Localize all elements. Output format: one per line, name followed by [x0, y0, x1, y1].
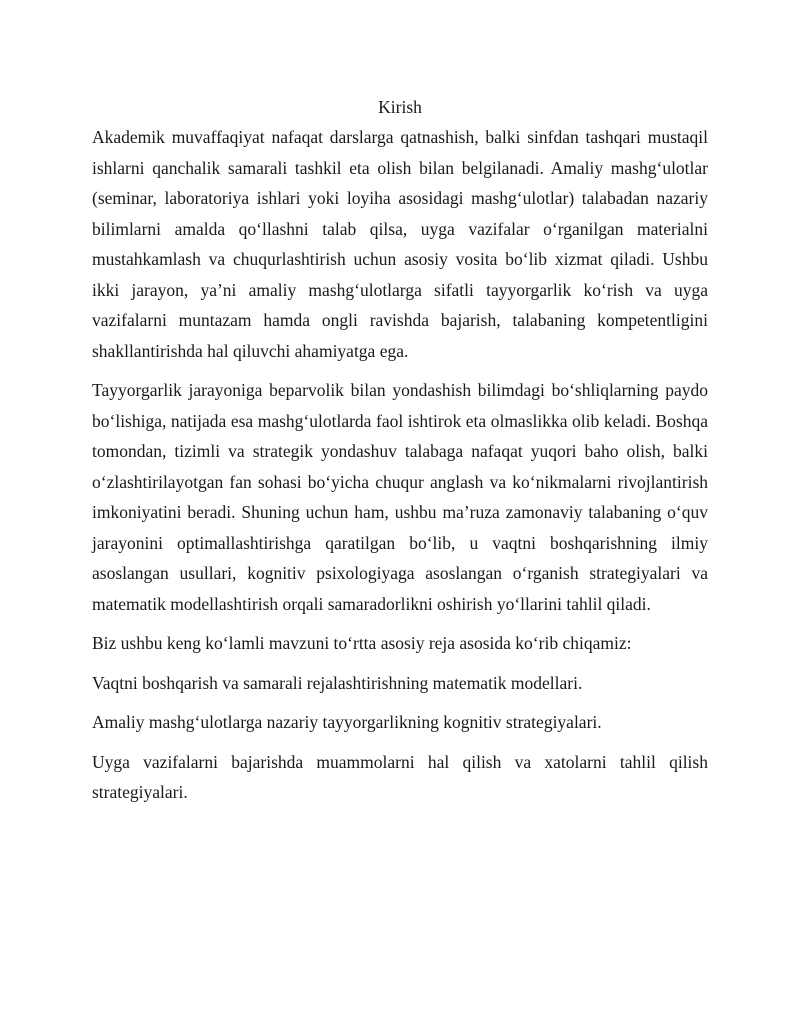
document-body: [92, 92, 708, 808]
plan-item-1: Vaqtni boshqarish va samarali rejalashtirishning matematik modellari.: [92, 672, 583, 693]
paragraph-plan-intro: Biz ushbu keng ko‘lamli mavzuni to‘rtta asosiy reja asosida ko‘rib chiqamiz:: [92, 633, 632, 653]
section-title: Kirish: [378, 97, 422, 117]
plan-item-2: Amaliy mashg‘ulotlarga nazariy tayyorgarlikning kognitiv strategiyalari.: [92, 712, 602, 732]
plan-item-3: Uyga vazifalarni bajarishda muammolarni hal qilish va xatolarni tahlil qilish strategiyalari.: [92, 751, 708, 802]
paragraph-intro: Akademik muvaffaqiyat nafaqat darslarga qatnashish, balki sinfdan tashqari mustaqil ishlarni qanchalik samarali tashkil eta olish bilan belgilanadi. Amaliy mashg‘ulotlar (seminar, laboratoriya ishlari yoki loyiha asosidagi mashg‘ulotlar) talabadan nazariy bilimlarni amalda qo‘llashni talab qilsa, uyga vazifalar o‘rganilgan materialni mustahkamlash va chuqurlashtirish uchun asosiy vosita bo‘lib xizmat qiladi. Ushbu ikki jarayon, ya’ni amaliy mashg‘ulotlarga sifatli tayyorgarlik ko‘rish va uyga vazifalarni muntazam hamda ongli ravishda bajarish, talabaning kompetentligini shakllantirishda hal qiluvchi ahamiyatga ega.: [92, 127, 708, 361]
paragraph-preparation: Tayyorgarlik jarayoniga beparvolik bilan yondashish bilimdagi bo‘shliqlarning paydo bo‘lishiga, natijada esa mashg‘ulotlarda faol ishtirok eta olmaslikka olib keladi. Boshqa tomondan, tizimli va strategik yondashuv talabaga nafaqat yuqori baho olish, balki o‘zlashtirilayotgan fan sohasi bo‘yicha chuqur anglash va ko‘nikmalarni rivojlantirish imkoniyatini beradi. Shuning uchun ham, ushbu ma’ruza zamonaviy talabaning o‘quv jarayonini optimallashtirishga qaratilgan bo‘lib, u vaqtni boshqarishning ilmiy asoslangan usullari, kognitiv psixologiyaga asoslangan o‘rganish strategiyalari va matematik modellashtirish orqali samaradorlikni oshirish yo‘llarini tahlil qiladi.: [92, 380, 708, 614]
